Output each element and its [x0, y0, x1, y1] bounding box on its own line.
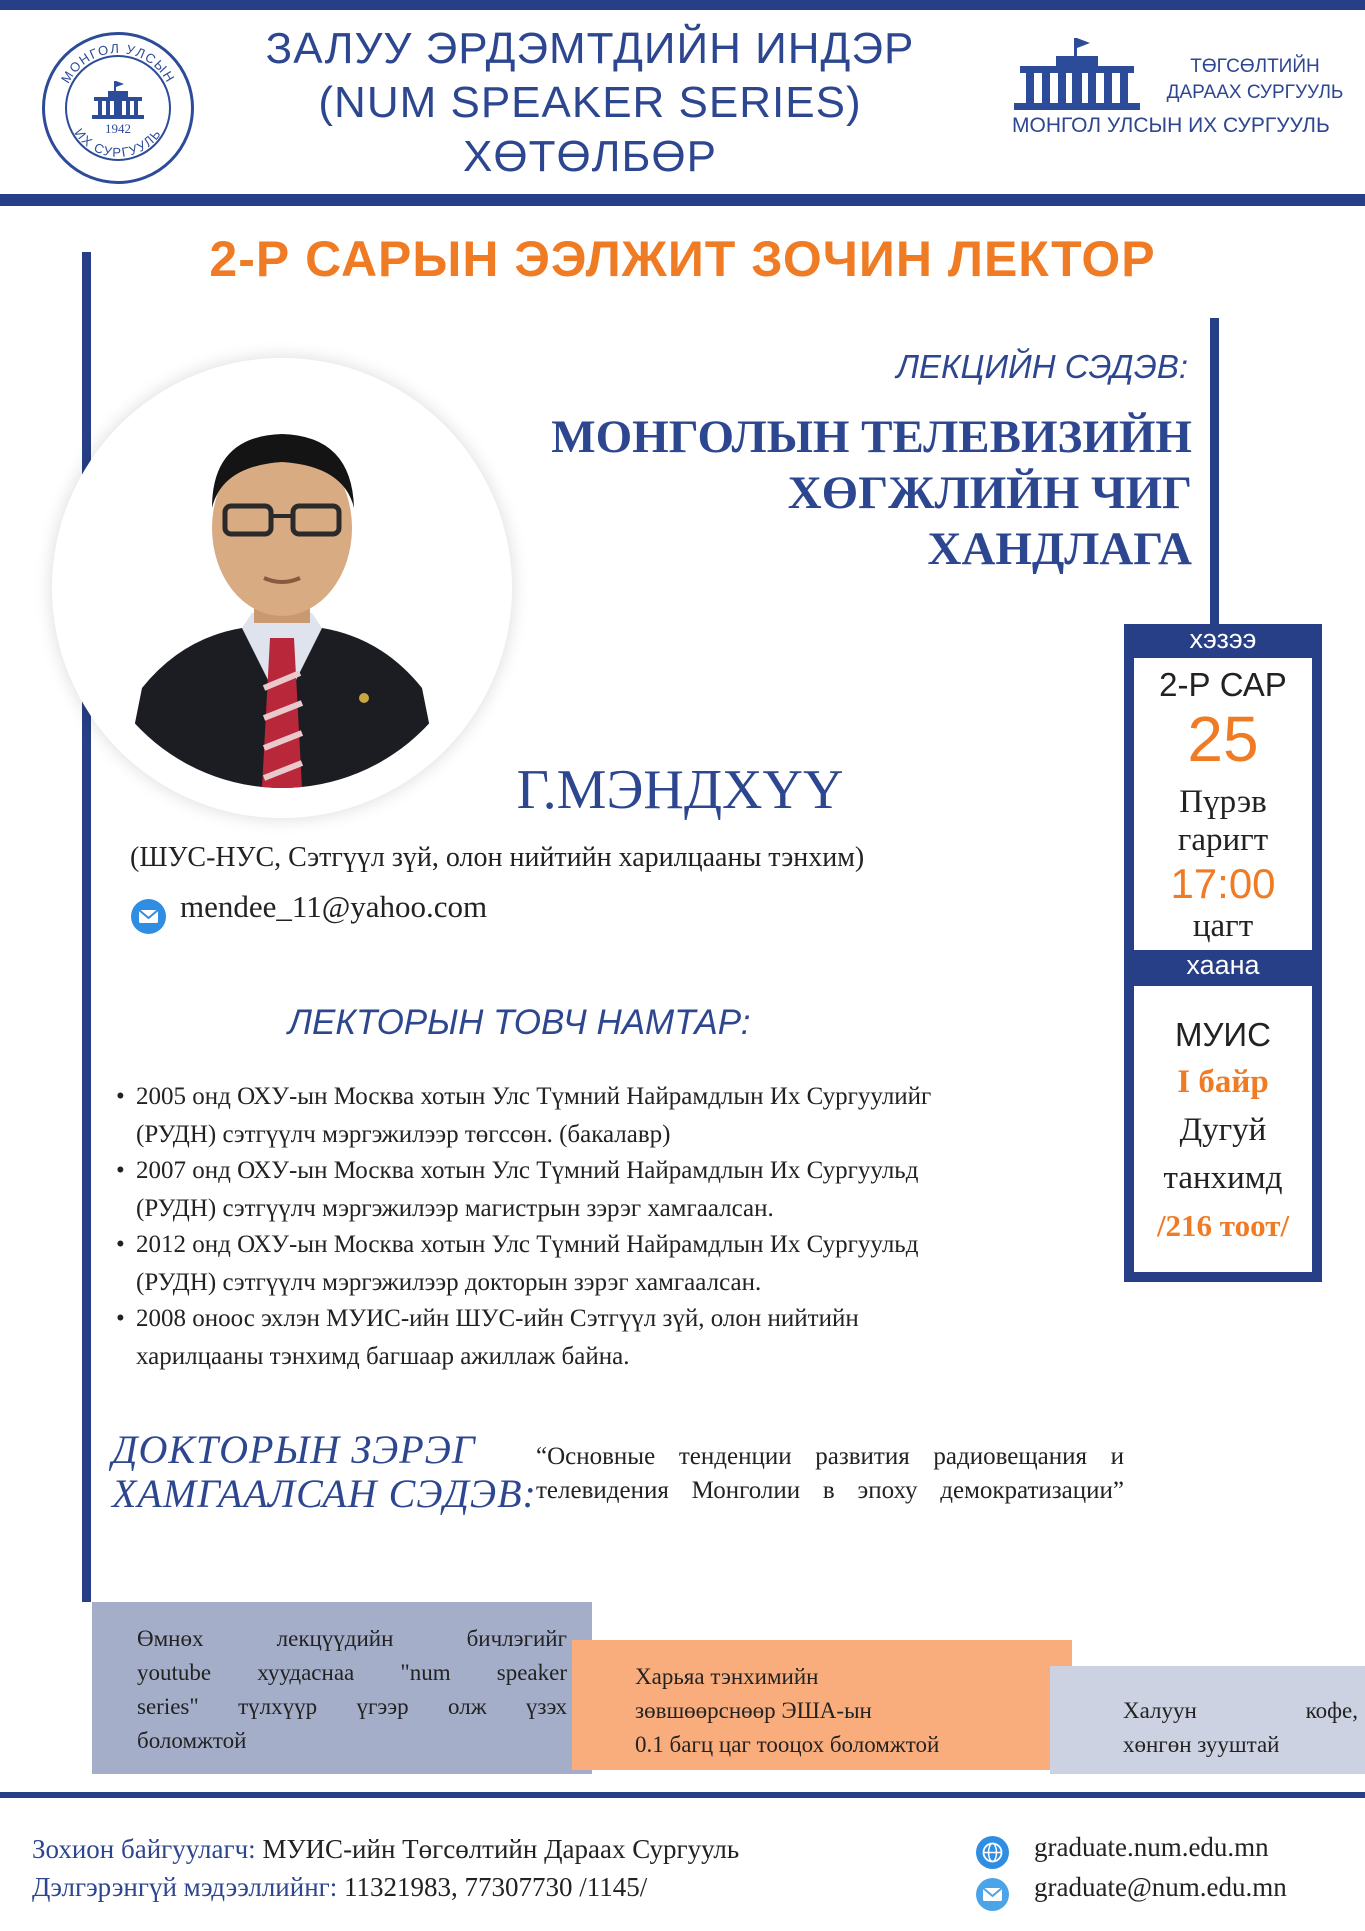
- thesis-label-line1: ДОКТОРЫН ЗЭРЭГ: [112, 1427, 476, 1472]
- credit-panel: [572, 1640, 1072, 1770]
- bio-item-line2: (РУДН) сэтгүүлч мэргэжилээр төгссөн. (бакалавр): [136, 1121, 671, 1148]
- when-panel: [1134, 658, 1312, 950]
- email-icon: [131, 899, 166, 934]
- speaker-email[interactable]: mendee_11@yahoo.com: [180, 889, 488, 924]
- day: 25: [1187, 703, 1259, 775]
- lecture-heading: 2-Р САРЫН ЭЭЛЖИТ ЗОЧИН ЛЕКТОР: [209, 231, 1156, 287]
- weekday-line1: Пүрэв: [1179, 784, 1267, 820]
- thesis-label-line2: ХАМГААЛСАН СЭДЭВ:: [112, 1471, 537, 1516]
- coffee-line1: Халуун кофе,: [1123, 1698, 1358, 1723]
- num-logo: [42, 32, 194, 184]
- school-line2: ДАРААХ СУРГУУЛЬ: [1166, 82, 1344, 103]
- youtube-line3: series" түлхүүр үгээр олж үзэх: [137, 1694, 567, 1719]
- header-rule: [0, 194, 1365, 206]
- when-label: хэзээ: [1189, 624, 1257, 654]
- program-title-line3: ХӨТӨЛБӨР: [463, 132, 717, 181]
- place-line4: танхимд: [1163, 1160, 1283, 1196]
- program-title-line1: ЗАЛУУ ЭРДЭМТДИЙН ИНДЭР: [265, 24, 915, 73]
- info-value: 11321983, 77307730 /1145/: [343, 1872, 648, 1902]
- logo-bottom-text: ИХ СУРГУУЛЬ: [71, 125, 165, 160]
- bio-item-line1: 2008 оноос эхлэн МУИС-ийн ШУС-ийн Сэтгүүл зүй, олон нийтийн: [136, 1305, 859, 1332]
- logo-top-text: МОНГОЛ УЛСЫН: [57, 40, 179, 86]
- building-icon: [90, 79, 146, 121]
- bio-item-line1: 2007 онд ОХУ-ын Москва хотын Улс Түмний Найрамдлын Их Сургуульд: [136, 1157, 919, 1184]
- bio-item-line2: харилцааны тэнхимд багшаар ажиллаж байна.: [136, 1343, 630, 1370]
- top-rule: [0, 0, 1365, 10]
- bio-item: [116, 1078, 1046, 1154]
- bullet: •: [116, 1231, 125, 1258]
- organizer-label: Зохион байгуулагч:: [32, 1834, 256, 1864]
- globe-icon: [976, 1836, 1009, 1869]
- organizer-row: [32, 1834, 932, 1865]
- youtube-line1: Өмнөх лекцүүдийн бичлэгийг: [137, 1626, 567, 1651]
- thesis-text: “Основные тенденции развития радиовещания и телевидения Монголии в эпоху демократизации”: [536, 1443, 1124, 1504]
- bio-item: [116, 1152, 1046, 1228]
- school-line3: МОНГОЛ УЛСЫН ИХ СУРГУУЛЬ: [1012, 114, 1330, 137]
- program-title-line2: (NUM SPEAKER SERIES): [318, 78, 862, 127]
- bullet: •: [116, 1157, 125, 1184]
- school-line1: ТӨГСӨЛТИЙН: [1190, 56, 1320, 77]
- speaker-affiliation: (ШУС-НУС, Сэтгүүл зүй, олон нийтийн харилцааны тэнхим): [130, 842, 865, 873]
- youtube-line2: youtube хуудаснаа "num speaker: [137, 1660, 567, 1685]
- youtube-line4: боломжтой: [137, 1728, 247, 1753]
- schedule-box: [1124, 624, 1322, 1282]
- place-line5: /216 тоот/: [1156, 1208, 1290, 1243]
- bio-item: [116, 1226, 1046, 1302]
- place-line3: Дугуй: [1179, 1112, 1267, 1148]
- topic-line2: ХӨГЖЛИЙН ЧИГ: [787, 467, 1192, 519]
- organizer-value: МУИС-ийн Төгсөлтийн Дараах Сургууль: [262, 1834, 740, 1864]
- bio-heading: ЛЕКТОРЫН ТОВЧ НАМТАР:: [288, 1003, 751, 1042]
- time: 17:00: [1170, 860, 1276, 907]
- speaker-name: Г.МЭНДХҮҮ: [516, 759, 844, 821]
- bio-item-line1: 2012 онд ОХУ-ын Москва хотын Улс Түмний Найрамдлын Их Сургуульд: [136, 1231, 919, 1258]
- topic-line1: МОНГОЛЫН ТЕЛЕВИЗИЙН: [551, 411, 1192, 463]
- info-label: Дэлгэрэнгүй мэдээллийнг:: [32, 1872, 338, 1902]
- credit-line2: зөвшөөрснөөр ЭША-ын: [635, 1698, 872, 1723]
- weekday-line2: гаригт: [1177, 822, 1269, 858]
- coffee-line2: хөнгөн зууштай: [1123, 1732, 1280, 1757]
- bullet: •: [116, 1083, 125, 1110]
- where-label: хаана: [1186, 950, 1260, 980]
- topic-line3: ХАНДЛАГА: [927, 523, 1192, 575]
- logo-year: 1942: [105, 121, 131, 136]
- mail-icon: [976, 1878, 1009, 1911]
- topic-label: ЛЕКЦИЙН СЭДЭВ:: [896, 348, 1188, 385]
- bio-item-line1: 2005 онд ОХУ-ын Москва хотын Улс Түмний Найрамдлын Их Сургуулийг: [136, 1083, 932, 1110]
- logo-inner-circle: [65, 55, 171, 161]
- bio-item: [116, 1300, 1046, 1376]
- where-panel: [1134, 986, 1312, 1272]
- place-line2: I байр: [1177, 1064, 1269, 1100]
- info-row: [32, 1872, 932, 1903]
- website-link[interactable]: graduate.num.edu.mn: [1034, 1832, 1269, 1862]
- month: 2-Р САР: [1159, 666, 1287, 703]
- bio-item-line2: (РУДН) сэтгүүлч мэргэжилээр магистрын зэрэг хамгаалсан.: [136, 1195, 774, 1222]
- bullet: •: [116, 1305, 125, 1332]
- coffee-panel: [1050, 1666, 1365, 1774]
- bio-item-line2: (РУДН) сэтгүүлч мэргэжилээр докторын зэрэг хамгаалсан.: [136, 1269, 762, 1296]
- right-frame-line: [1210, 318, 1219, 630]
- place-line1: МУИС: [1174, 1016, 1271, 1053]
- youtube-panel: [92, 1602, 592, 1774]
- left-frame-line: [82, 252, 91, 1602]
- credit-line1: Харьяа тэнхимийн: [635, 1664, 819, 1689]
- graduate-school-building-icon: [1012, 36, 1142, 114]
- time-suffix: цагт: [1192, 908, 1254, 944]
- footer-rule: [0, 1792, 1365, 1798]
- footer-email-link[interactable]: graduate@num.edu.mn: [1034, 1872, 1287, 1902]
- credit-line3: 0.1 багц цаг тооцох боломжтой: [635, 1732, 940, 1757]
